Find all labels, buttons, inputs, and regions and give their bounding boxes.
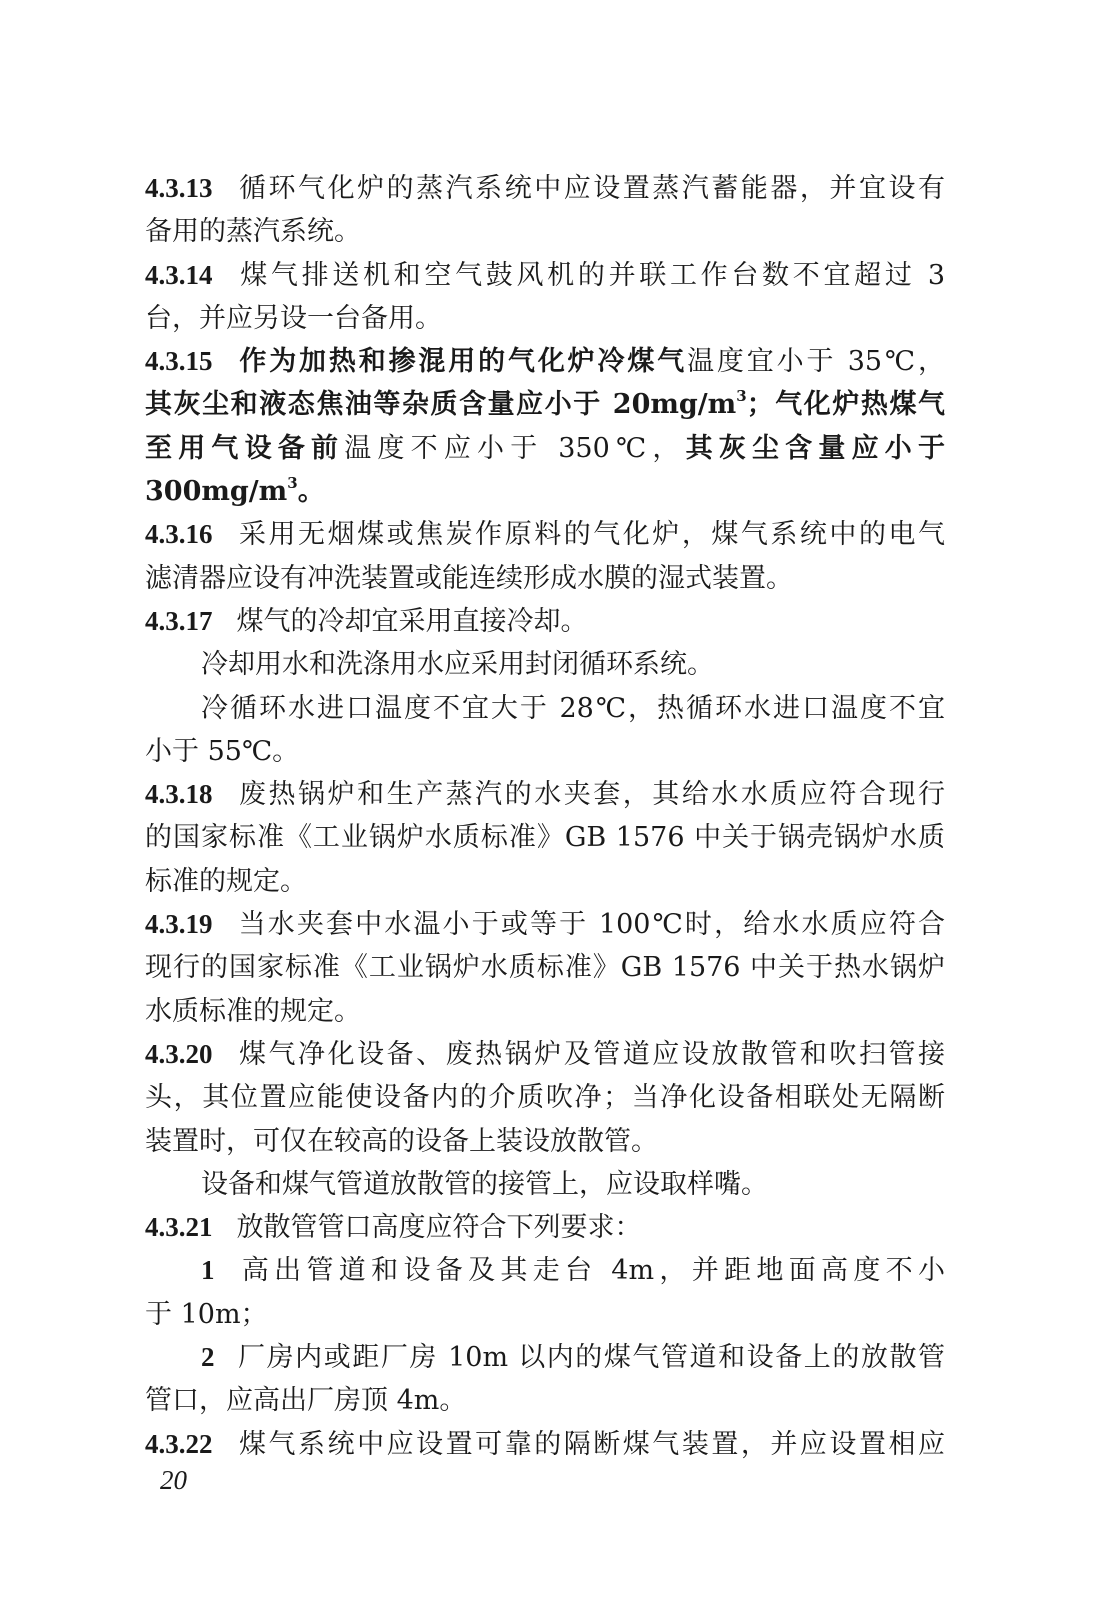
clause-4-3-20-line-3: 装置时，可仅在较高的设备上装设放散管。	[145, 1125, 658, 1157]
clause-4-3-16-line-1: 4.3.16 采用无烟煤或焦炭作原料的气化炉，煤气系统中的电气	[145, 519, 945, 551]
clause-number: 4.3.16	[145, 519, 213, 550]
clause-4-3-18-line-3: 标准的规定。	[145, 865, 307, 897]
list-item-2-line-1: 2 厂房内或距厂房 10m 以内的煤气管道和设备上的放散管	[201, 1342, 945, 1374]
clause-4-3-17-para-2: 冷循环水进口温度不宜大于 28℃，热循环水进口温度不宜	[201, 692, 945, 724]
list-item-1-line-2: 于 10m；	[145, 1298, 268, 1330]
clause-4-3-17-para-2-cont: 小于 55℃。	[145, 735, 300, 767]
document-body	[145, 167, 945, 1466]
clause-4-3-18-line-1: 4.3.18 废热锅炉和生产蒸汽的水夹套，其给水水质应符合现行	[145, 779, 945, 811]
clause-4-3-20-line-1: 4.3.20 煤气净化设备、废热锅炉及管道应设放散管和吹扫管接	[145, 1038, 945, 1070]
clause-4-3-20-para-1: 设备和煤气管道放散管的接管上，应设取样嘴。	[201, 1168, 768, 1200]
clause-4-3-19-line-3: 水质标准的规定。	[145, 995, 361, 1027]
clause-4-3-17-para-1: 冷却用水和洗涤用水应采用封闭循环系统。	[201, 649, 714, 681]
clause-4-3-15-line-2: 其灰尘和液态焦油等杂质含量应小于 $20mg/m^3$；气化炉热煤气	[145, 387, 945, 421]
clause-4-3-14-line-1: 4.3.14 煤气排送机和空气鼓风机的并联工作台数不宜超过 3	[145, 259, 945, 291]
clause-number: 4.3.18	[145, 779, 213, 810]
list-item-1-line-1: 1 高出管道和设备及其走台 4m，并距地面高度不小	[201, 1255, 945, 1287]
clause-4-3-17-line-1: 4.3.17 煤气的冷却宜采用直接冷却。	[145, 605, 588, 637]
clause-number: 4.3.19	[145, 909, 213, 940]
clause-4-3-13-line-2: 备用的蒸汽系统。	[145, 216, 361, 248]
clause-4-3-20-line-2: 头，其位置应能使设备内的介质吹净；当净化设备相联处无隔断	[145, 1082, 945, 1114]
clause-4-3-19-line-1: 4.3.19 当水夹套中水温小于或等于 100℃时，给水水质应符合	[145, 909, 945, 941]
clause-4-3-15-line-3: 至用气设备前温度不应小于 350℃，其灰尘含量应小于	[145, 432, 945, 464]
clause-number: 4.3.20	[145, 1038, 213, 1069]
clause-number: 4.3.14	[145, 259, 213, 290]
clause-number: 4.3.13	[145, 173, 213, 203]
list-item-2-line-2: 管口，应高出厂房顶 4m。	[145, 1385, 467, 1417]
clause-4-3-19-line-2: 现行的国家标准《工业锅炉水质标准》GB 1576 中关于热水锅炉	[145, 952, 945, 984]
item-number: 2	[201, 1342, 215, 1373]
clause-4-3-21-line-1: 4.3.21 放散管管口高度应符合下列要求：	[145, 1212, 642, 1244]
clause-number: 4.3.21	[145, 1212, 213, 1243]
clause-4-3-18-line-2: 的国家标准《工业锅炉水质标准》GB 1576 中关于锅壳锅炉水质	[145, 822, 945, 854]
clause-number: 4.3.22	[145, 1428, 213, 1459]
clause-number: 4.3.17	[145, 605, 213, 636]
clause-4-3-13-line-1: 4.3.13 循环气化炉的蒸汽系统中应设置蒸汽蓄能器，并宜设有	[145, 173, 945, 204]
item-number: 1	[201, 1255, 215, 1286]
clause-number: 4.3.15	[145, 346, 213, 377]
clause-4-3-15-line-1: 4.3.15 作为加热和掺混用的气化炉冷煤气温度宜小于 35℃，	[145, 346, 945, 378]
clause-4-3-14-line-2: 台，并应另设一台备用。	[145, 302, 442, 334]
clause-4-3-16-line-2: 滤清器应设有冲洗装置或能连续形成水膜的湿式装置。	[145, 562, 793, 594]
clause-4-3-22-line-1: 4.3.22 煤气系统中应设置可靠的隔断煤气装置，并应设置相应	[145, 1428, 945, 1460]
page-number: 20	[160, 1465, 187, 1495]
clause-4-3-15-line-4: $300mg/m^3$。	[145, 474, 325, 508]
